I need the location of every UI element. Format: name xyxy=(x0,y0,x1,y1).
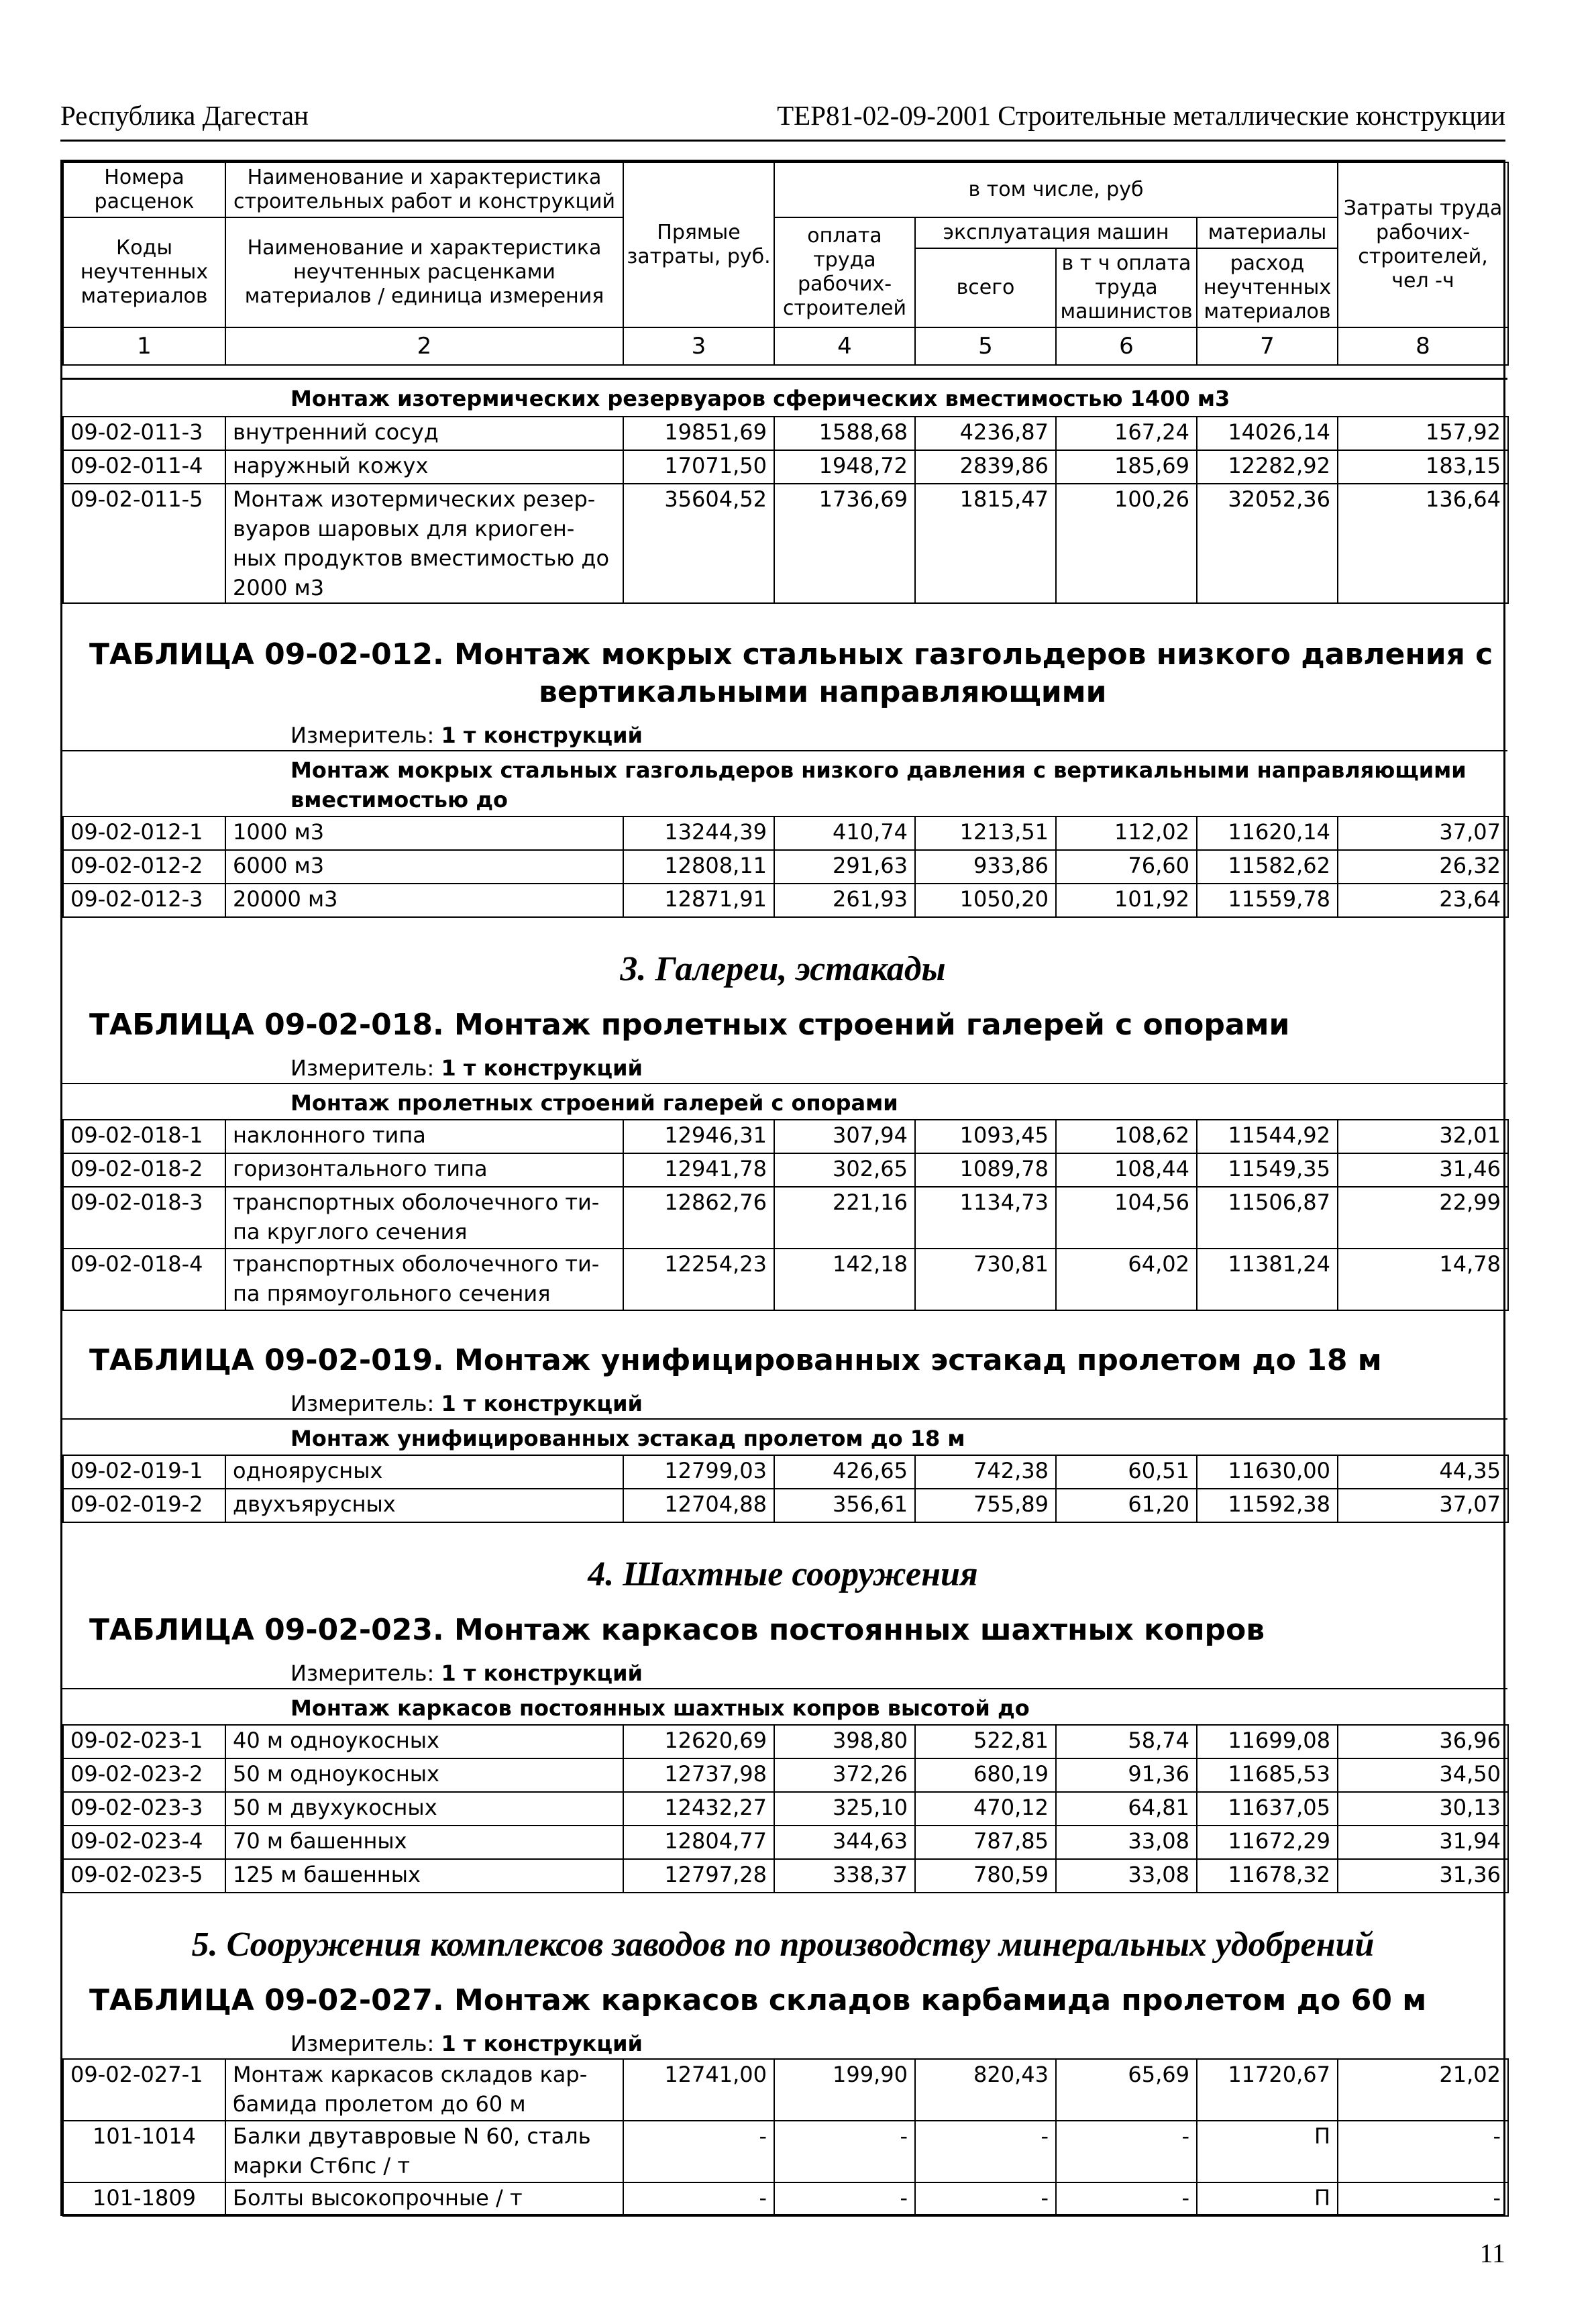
col-num: 4 xyxy=(774,327,915,365)
rate-name: внутренний сосуд xyxy=(225,417,623,450)
table-name: Монтаж унифицированных эстакад пролетом до 18 м xyxy=(454,1343,1382,1377)
table-row xyxy=(63,1489,1508,1522)
chapter-heading: 5. Сооружения комплексов заводов по производству минеральных удобрений xyxy=(191,1925,1375,1964)
machinist-labor: 185,69 xyxy=(1056,450,1197,484)
rate-name: Монтаж изотермических резер-вуаров шаровых для криоген-ных продуктов вместимостью до 2000 м3 xyxy=(225,484,623,603)
labor-cost: 199,90 xyxy=(774,2059,915,2121)
machinist-labor: 60,51 xyxy=(1056,1455,1197,1489)
rate-name: транспортных оболочечного ти-па прямоугольного сечения xyxy=(225,1249,623,1310)
machinist-labor: 61,20 xyxy=(1056,1489,1197,1522)
labor-cost: 1736,69 xyxy=(774,484,915,603)
machine-cost: - xyxy=(915,2121,1056,2182)
rate-code: 09-02-019-2 xyxy=(63,1489,225,1522)
page-number: 11 xyxy=(1479,2238,1505,2268)
direct-cost: 12862,76 xyxy=(623,1187,774,1249)
col-head-materials: материалы xyxy=(1197,217,1338,248)
table-name: Монтаж каркасов складов карбамида пролетом до 60 м xyxy=(454,1983,1427,2017)
labor-cost: - xyxy=(774,2121,915,2182)
rate-code: 09-02-027-1 xyxy=(63,2059,225,2121)
rates-table-012 xyxy=(62,816,1509,918)
section-title: Монтаж унифицированных эстакад пролетом до 18 м xyxy=(62,1418,1507,1455)
direct-cost: 13244,39 xyxy=(623,816,774,850)
machine-cost: 1050,20 xyxy=(915,884,1056,917)
table-row xyxy=(63,850,1508,884)
table-label: ТАБЛИЦА 09-02-018. xyxy=(89,1008,444,1042)
materials-cost: 11549,35 xyxy=(1197,1153,1338,1187)
direct-cost: 17071,50 xyxy=(623,450,774,484)
unit-label: Измеритель: xyxy=(290,2031,435,2056)
col-head-hours: Затраты труда рабочих-строителей, чел -ч xyxy=(1338,162,1508,327)
unit-label: Измеритель: xyxy=(290,1055,435,1081)
machinist-labor: 33,08 xyxy=(1056,1859,1197,1893)
labor-cost: 344,63 xyxy=(774,1826,915,1859)
section-title: Монтаж каркасов постоянных шахтных копров высотой до xyxy=(62,1688,1507,1724)
machinist-labor: - xyxy=(1056,2182,1197,2216)
rate-code: 09-02-011-5 xyxy=(63,484,225,603)
labor-hours: 22,99 xyxy=(1338,1187,1508,1249)
table-title-023 xyxy=(62,1612,1503,1649)
table-name-cont: вертикальными направляющими xyxy=(539,675,1107,709)
rate-code: 09-02-023-3 xyxy=(63,1792,225,1826)
rate-name: наклонного типа xyxy=(225,1120,623,1153)
machine-cost: 742,38 xyxy=(915,1455,1056,1489)
direct-cost: 12620,69 xyxy=(623,1725,774,1758)
labor-hours: 21,02 xyxy=(1338,2059,1508,2121)
direct-cost: 35604,52 xyxy=(623,484,774,603)
table-name: Монтаж мокрых стальных газгольдеров низкого давления с xyxy=(454,637,1493,672)
labor-hours: 157,92 xyxy=(1338,417,1508,450)
direct-cost: - xyxy=(623,2121,774,2182)
labor-cost: 261,93 xyxy=(774,884,915,917)
labor-cost: 372,26 xyxy=(774,1758,915,1792)
table-row xyxy=(63,816,1508,850)
unit-line xyxy=(62,1658,1503,1688)
machinist-labor: 58,74 xyxy=(1056,1725,1197,1758)
direct-cost: 12254,23 xyxy=(623,1249,774,1310)
col-num: 6 xyxy=(1056,327,1197,365)
direct-cost: 12946,31 xyxy=(623,1120,774,1153)
machinist-labor: 104,56 xyxy=(1056,1187,1197,1249)
materials-cost: П xyxy=(1197,2182,1338,2216)
col-num: 8 xyxy=(1338,327,1508,365)
direct-cost: 12432,27 xyxy=(623,1792,774,1826)
materials-cost: П xyxy=(1197,2121,1338,2182)
unit-line xyxy=(62,1389,1503,1418)
machinist-labor: 91,36 xyxy=(1056,1758,1197,1792)
unit-value: 1 т конструкций xyxy=(441,1391,643,1416)
col-head-direct: Прямые затраты, руб. xyxy=(623,162,774,327)
rate-name: 125 м башенных xyxy=(225,1859,623,1893)
table-name: Монтаж каркасов постоянных шахтных копров xyxy=(454,1613,1265,1647)
labor-hours: 183,15 xyxy=(1338,450,1508,484)
labor-hours: 37,07 xyxy=(1338,816,1508,850)
materials-cost: 11720,67 xyxy=(1197,2059,1338,2121)
labor-hours: 31,46 xyxy=(1338,1153,1508,1187)
table-row xyxy=(63,484,1508,603)
materials-cost: 11592,38 xyxy=(1197,1489,1338,1522)
labor-hours: 31,94 xyxy=(1338,1826,1508,1859)
direct-cost: 12871,91 xyxy=(623,884,774,917)
section-title: Монтаж пролетных строений галерей с опорами xyxy=(62,1083,1507,1119)
machinist-labor: 167,24 xyxy=(1056,417,1197,450)
col-head-mach-labor: в т ч оплата труда машинистов xyxy=(1056,248,1197,327)
table-row xyxy=(63,2182,1508,2216)
materials-cost: 11699,08 xyxy=(1197,1725,1338,1758)
table-label: ТАБЛИЦА 09-02-027. xyxy=(89,1983,444,2017)
materials-cost: 11582,62 xyxy=(1197,850,1338,884)
col-head-mat-name: Наименование и характеристика неучтенных расценками материалов / единица измерения xyxy=(225,217,623,327)
machinist-labor: 108,44 xyxy=(1056,1153,1197,1187)
machinist-labor: - xyxy=(1056,2121,1197,2182)
table-title-018 xyxy=(62,1006,1503,1044)
rate-code: 09-02-023-2 xyxy=(63,1758,225,1792)
rate-name: 6000 м3 xyxy=(225,850,623,884)
machine-cost: 680,19 xyxy=(915,1758,1056,1792)
materials-cost: 11672,29 xyxy=(1197,1826,1338,1859)
rate-name: наружный кожух xyxy=(225,450,623,484)
direct-cost: 12704,88 xyxy=(623,1489,774,1522)
machine-cost: 933,86 xyxy=(915,850,1056,884)
unit-value: 1 т конструкций xyxy=(441,1660,643,1686)
labor-hours: - xyxy=(1338,2121,1508,2182)
machine-cost: 1093,45 xyxy=(915,1120,1056,1153)
labor-hours: 36,96 xyxy=(1338,1725,1508,1758)
labor-hours: - xyxy=(1338,2182,1508,2216)
unit-line xyxy=(62,2029,1503,2058)
rate-code: 09-02-011-3 xyxy=(63,417,225,450)
rate-code: 09-02-012-2 xyxy=(63,850,225,884)
table-title-027 xyxy=(62,1982,1503,2019)
materials-cost: 11637,05 xyxy=(1197,1792,1338,1826)
col-head-codes: Номера расценок xyxy=(63,162,225,217)
materials-cost: 11685,53 xyxy=(1197,1758,1338,1792)
labor-hours: 37,07 xyxy=(1338,1489,1508,1522)
labor-cost: 221,16 xyxy=(774,1187,915,1249)
table-row xyxy=(63,2121,1508,2182)
unit-line xyxy=(62,721,1503,750)
labor-cost: 398,80 xyxy=(774,1725,915,1758)
col-head-machines: эксплуатация машин xyxy=(915,217,1197,248)
table-title-012 xyxy=(62,636,1503,711)
rate-name: 50 м одноукосных xyxy=(225,1758,623,1792)
table-row xyxy=(63,1455,1508,1489)
machinist-labor: 101,92 xyxy=(1056,884,1197,917)
rates-table-011 xyxy=(62,416,1509,604)
col-num: 2 xyxy=(225,327,623,365)
rate-name: Монтаж каркасов складов кар-бамида пролетом до 60 м xyxy=(225,2059,623,2121)
table-row xyxy=(63,1187,1508,1249)
materials-cost: 11506,87 xyxy=(1197,1187,1338,1249)
material-code: 101-1014 xyxy=(63,2121,225,2182)
unit-value: 1 т конструкций xyxy=(441,1055,643,1081)
machine-cost: 2839,86 xyxy=(915,450,1056,484)
unit-line xyxy=(62,1053,1503,1083)
table-row xyxy=(63,1792,1508,1826)
rate-name: 70 м башенных xyxy=(225,1826,623,1859)
column-header xyxy=(62,162,1509,366)
col-num: 3 xyxy=(623,327,774,365)
rates-table-018 xyxy=(62,1119,1509,1311)
table-row xyxy=(63,1758,1508,1792)
rate-code: 09-02-018-1 xyxy=(63,1120,225,1153)
labor-hours: 44,35 xyxy=(1338,1455,1508,1489)
labor-hours: 23,64 xyxy=(1338,884,1508,917)
materials-cost: 14026,14 xyxy=(1197,417,1338,450)
rate-code: 09-02-019-1 xyxy=(63,1455,225,1489)
labor-cost: - xyxy=(774,2182,915,2216)
rate-name: 1000 м3 xyxy=(225,816,623,850)
labor-cost: 1948,72 xyxy=(774,450,915,484)
col-num: 7 xyxy=(1197,327,1338,365)
materials-cost: 11620,14 xyxy=(1197,816,1338,850)
section-title: Монтаж изотермических резервуаров сферических вместимостью 1400 м3 xyxy=(62,378,1507,416)
rate-name: 20000 м3 xyxy=(225,884,623,917)
rate-code: 09-02-012-3 xyxy=(63,884,225,917)
machinist-labor: 64,02 xyxy=(1056,1249,1197,1310)
direct-cost: 12797,28 xyxy=(623,1859,774,1893)
direct-cost: 19851,69 xyxy=(623,417,774,450)
col-head-name: Наименование и характеристика строительных работ и конструкций xyxy=(225,162,623,217)
col-head-mat-codes: Коды неучтенных материалов xyxy=(63,217,225,327)
rate-name: 40 м одноукосных xyxy=(225,1725,623,1758)
unit-value: 1 т конструкций xyxy=(441,723,643,748)
unit-value: 1 т конструкций xyxy=(441,2031,643,2056)
materials-cost: 11381,24 xyxy=(1197,1249,1338,1310)
labor-cost: 426,65 xyxy=(774,1455,915,1489)
table-row xyxy=(63,1826,1508,1859)
labor-hours: 26,32 xyxy=(1338,850,1508,884)
labor-cost: 307,94 xyxy=(774,1120,915,1153)
materials-cost: 32052,36 xyxy=(1197,484,1338,603)
machine-cost: - xyxy=(915,2182,1056,2216)
material-name: Балки двутавровые N 60, сталь марки Ст6пс / т xyxy=(225,2121,623,2182)
rate-code: 09-02-018-4 xyxy=(63,1249,225,1310)
table-name: Монтаж пролетных строений галерей с опорами xyxy=(454,1008,1290,1042)
machinist-labor: 65,69 xyxy=(1056,2059,1197,2121)
col-num: 1 xyxy=(63,327,225,365)
labor-cost: 291,63 xyxy=(774,850,915,884)
unit-label: Измеритель: xyxy=(290,1660,435,1686)
direct-cost: - xyxy=(623,2182,774,2216)
labor-hours: 30,13 xyxy=(1338,1792,1508,1826)
machinist-labor: 112,02 xyxy=(1056,816,1197,850)
labor-cost: 356,61 xyxy=(774,1489,915,1522)
table-row xyxy=(63,1153,1508,1187)
direct-cost: 12941,78 xyxy=(623,1153,774,1187)
labor-hours: 34,50 xyxy=(1338,1758,1508,1792)
rate-code: 09-02-023-5 xyxy=(63,1859,225,1893)
machine-cost: 470,12 xyxy=(915,1792,1056,1826)
col-head-labor: оплата труда рабочих-строителей xyxy=(774,217,915,327)
machine-cost: 1815,47 xyxy=(915,484,1056,603)
rate-name: 50 м двухукосных xyxy=(225,1792,623,1826)
machine-cost: 522,81 xyxy=(915,1725,1056,1758)
labor-cost: 325,10 xyxy=(774,1792,915,1826)
col-head-mach-total: всего xyxy=(915,248,1056,327)
labor-hours: 14,78 xyxy=(1338,1249,1508,1310)
machine-cost: 787,85 xyxy=(915,1826,1056,1859)
machine-cost: 1213,51 xyxy=(915,816,1056,850)
materials-cost: 11678,32 xyxy=(1197,1859,1338,1893)
header-code-title: ТЕР81-02-09-2001 Строительные металлические конструкции xyxy=(777,100,1505,131)
materials-cost: 12282,92 xyxy=(1197,450,1338,484)
materials-cost: 11544,92 xyxy=(1197,1120,1338,1153)
table-label: ТАБЛИЦА 09-02-019. xyxy=(89,1343,444,1377)
labor-cost: 1588,68 xyxy=(774,417,915,450)
rate-name: горизонтального типа xyxy=(225,1153,623,1187)
direct-cost: 12804,77 xyxy=(623,1826,774,1859)
rate-code: 09-02-011-4 xyxy=(63,450,225,484)
table-row xyxy=(63,1859,1508,1893)
table-row xyxy=(63,2059,1508,2121)
rates-table-027 xyxy=(62,2058,1509,2217)
table-row xyxy=(63,450,1508,484)
rates-table-023 xyxy=(62,1724,1509,1893)
rate-code: 09-02-023-4 xyxy=(63,1826,225,1859)
table-row xyxy=(63,884,1508,917)
machinist-labor: 108,62 xyxy=(1056,1120,1197,1153)
labor-hours: 31,36 xyxy=(1338,1859,1508,1893)
machine-cost: 780,59 xyxy=(915,1859,1056,1893)
chapter-heading: 3. Галереи, эстакады xyxy=(620,950,946,988)
machinist-labor: 76,60 xyxy=(1056,850,1197,884)
table-title-019 xyxy=(62,1342,1503,1379)
material-code: 101-1809 xyxy=(63,2182,225,2216)
machine-cost: 1134,73 xyxy=(915,1187,1056,1249)
labor-cost: 410,74 xyxy=(774,816,915,850)
direct-cost: 12741,00 xyxy=(623,2059,774,2121)
labor-cost: 338,37 xyxy=(774,1859,915,1893)
col-num: 5 xyxy=(915,327,1056,365)
machine-cost: 820,43 xyxy=(915,2059,1056,2121)
rate-name: двухъярусных xyxy=(225,1489,623,1522)
machine-cost: 4236,87 xyxy=(915,417,1056,450)
section-title: Монтаж мокрых стальных газгольдеров низкого давления с вертикальными направляющими вместимостью до xyxy=(62,750,1507,816)
table-row xyxy=(63,1725,1508,1758)
machinist-labor: 33,08 xyxy=(1056,1826,1197,1859)
direct-cost: 12799,03 xyxy=(623,1455,774,1489)
direct-cost: 12737,98 xyxy=(623,1758,774,1792)
rate-code: 09-02-012-1 xyxy=(63,816,225,850)
labor-hours: 32,01 xyxy=(1338,1120,1508,1153)
content-frame xyxy=(60,160,1505,2216)
machine-cost: 730,81 xyxy=(915,1249,1056,1310)
table-row xyxy=(63,1249,1508,1310)
rate-code: 09-02-023-1 xyxy=(63,1725,225,1758)
col-head-including: в том числе, руб xyxy=(774,162,1338,217)
materials-cost: 11630,00 xyxy=(1197,1455,1338,1489)
rate-code: 09-02-018-2 xyxy=(63,1153,225,1187)
rate-name: одноярусных xyxy=(225,1455,623,1489)
machine-cost: 755,89 xyxy=(915,1489,1056,1522)
machine-cost: 1089,78 xyxy=(915,1153,1056,1187)
unit-label: Измеритель: xyxy=(290,1391,435,1416)
chapter-heading: 4. Шахтные сооружения xyxy=(588,1555,978,1593)
col-head-mat-use: расход неучтенных материалов xyxy=(1197,248,1338,327)
labor-cost: 142,18 xyxy=(774,1249,915,1310)
unit-label: Измеритель: xyxy=(290,723,435,748)
table-row xyxy=(63,1120,1508,1153)
direct-cost: 12808,11 xyxy=(623,850,774,884)
table-label: ТАБЛИЦА 09-02-012. xyxy=(89,637,444,672)
rate-code: 09-02-018-3 xyxy=(63,1187,225,1249)
machinist-labor: 64,81 xyxy=(1056,1792,1197,1826)
table-label: ТАБЛИЦА 09-02-023. xyxy=(89,1613,444,1647)
material-name: Болты высокопрочные / т xyxy=(225,2182,623,2216)
table-row xyxy=(63,417,1508,450)
materials-cost: 11559,78 xyxy=(1197,884,1338,917)
header-region: Республика Дагестан xyxy=(60,100,309,131)
header-rule xyxy=(60,140,1505,142)
rate-name: транспортных оболочечного ти-па круглого сечения xyxy=(225,1187,623,1249)
labor-cost: 302,65 xyxy=(774,1153,915,1187)
machinist-labor: 100,26 xyxy=(1056,484,1197,603)
labor-hours: 136,64 xyxy=(1338,484,1508,603)
rates-table-019 xyxy=(62,1455,1509,1523)
